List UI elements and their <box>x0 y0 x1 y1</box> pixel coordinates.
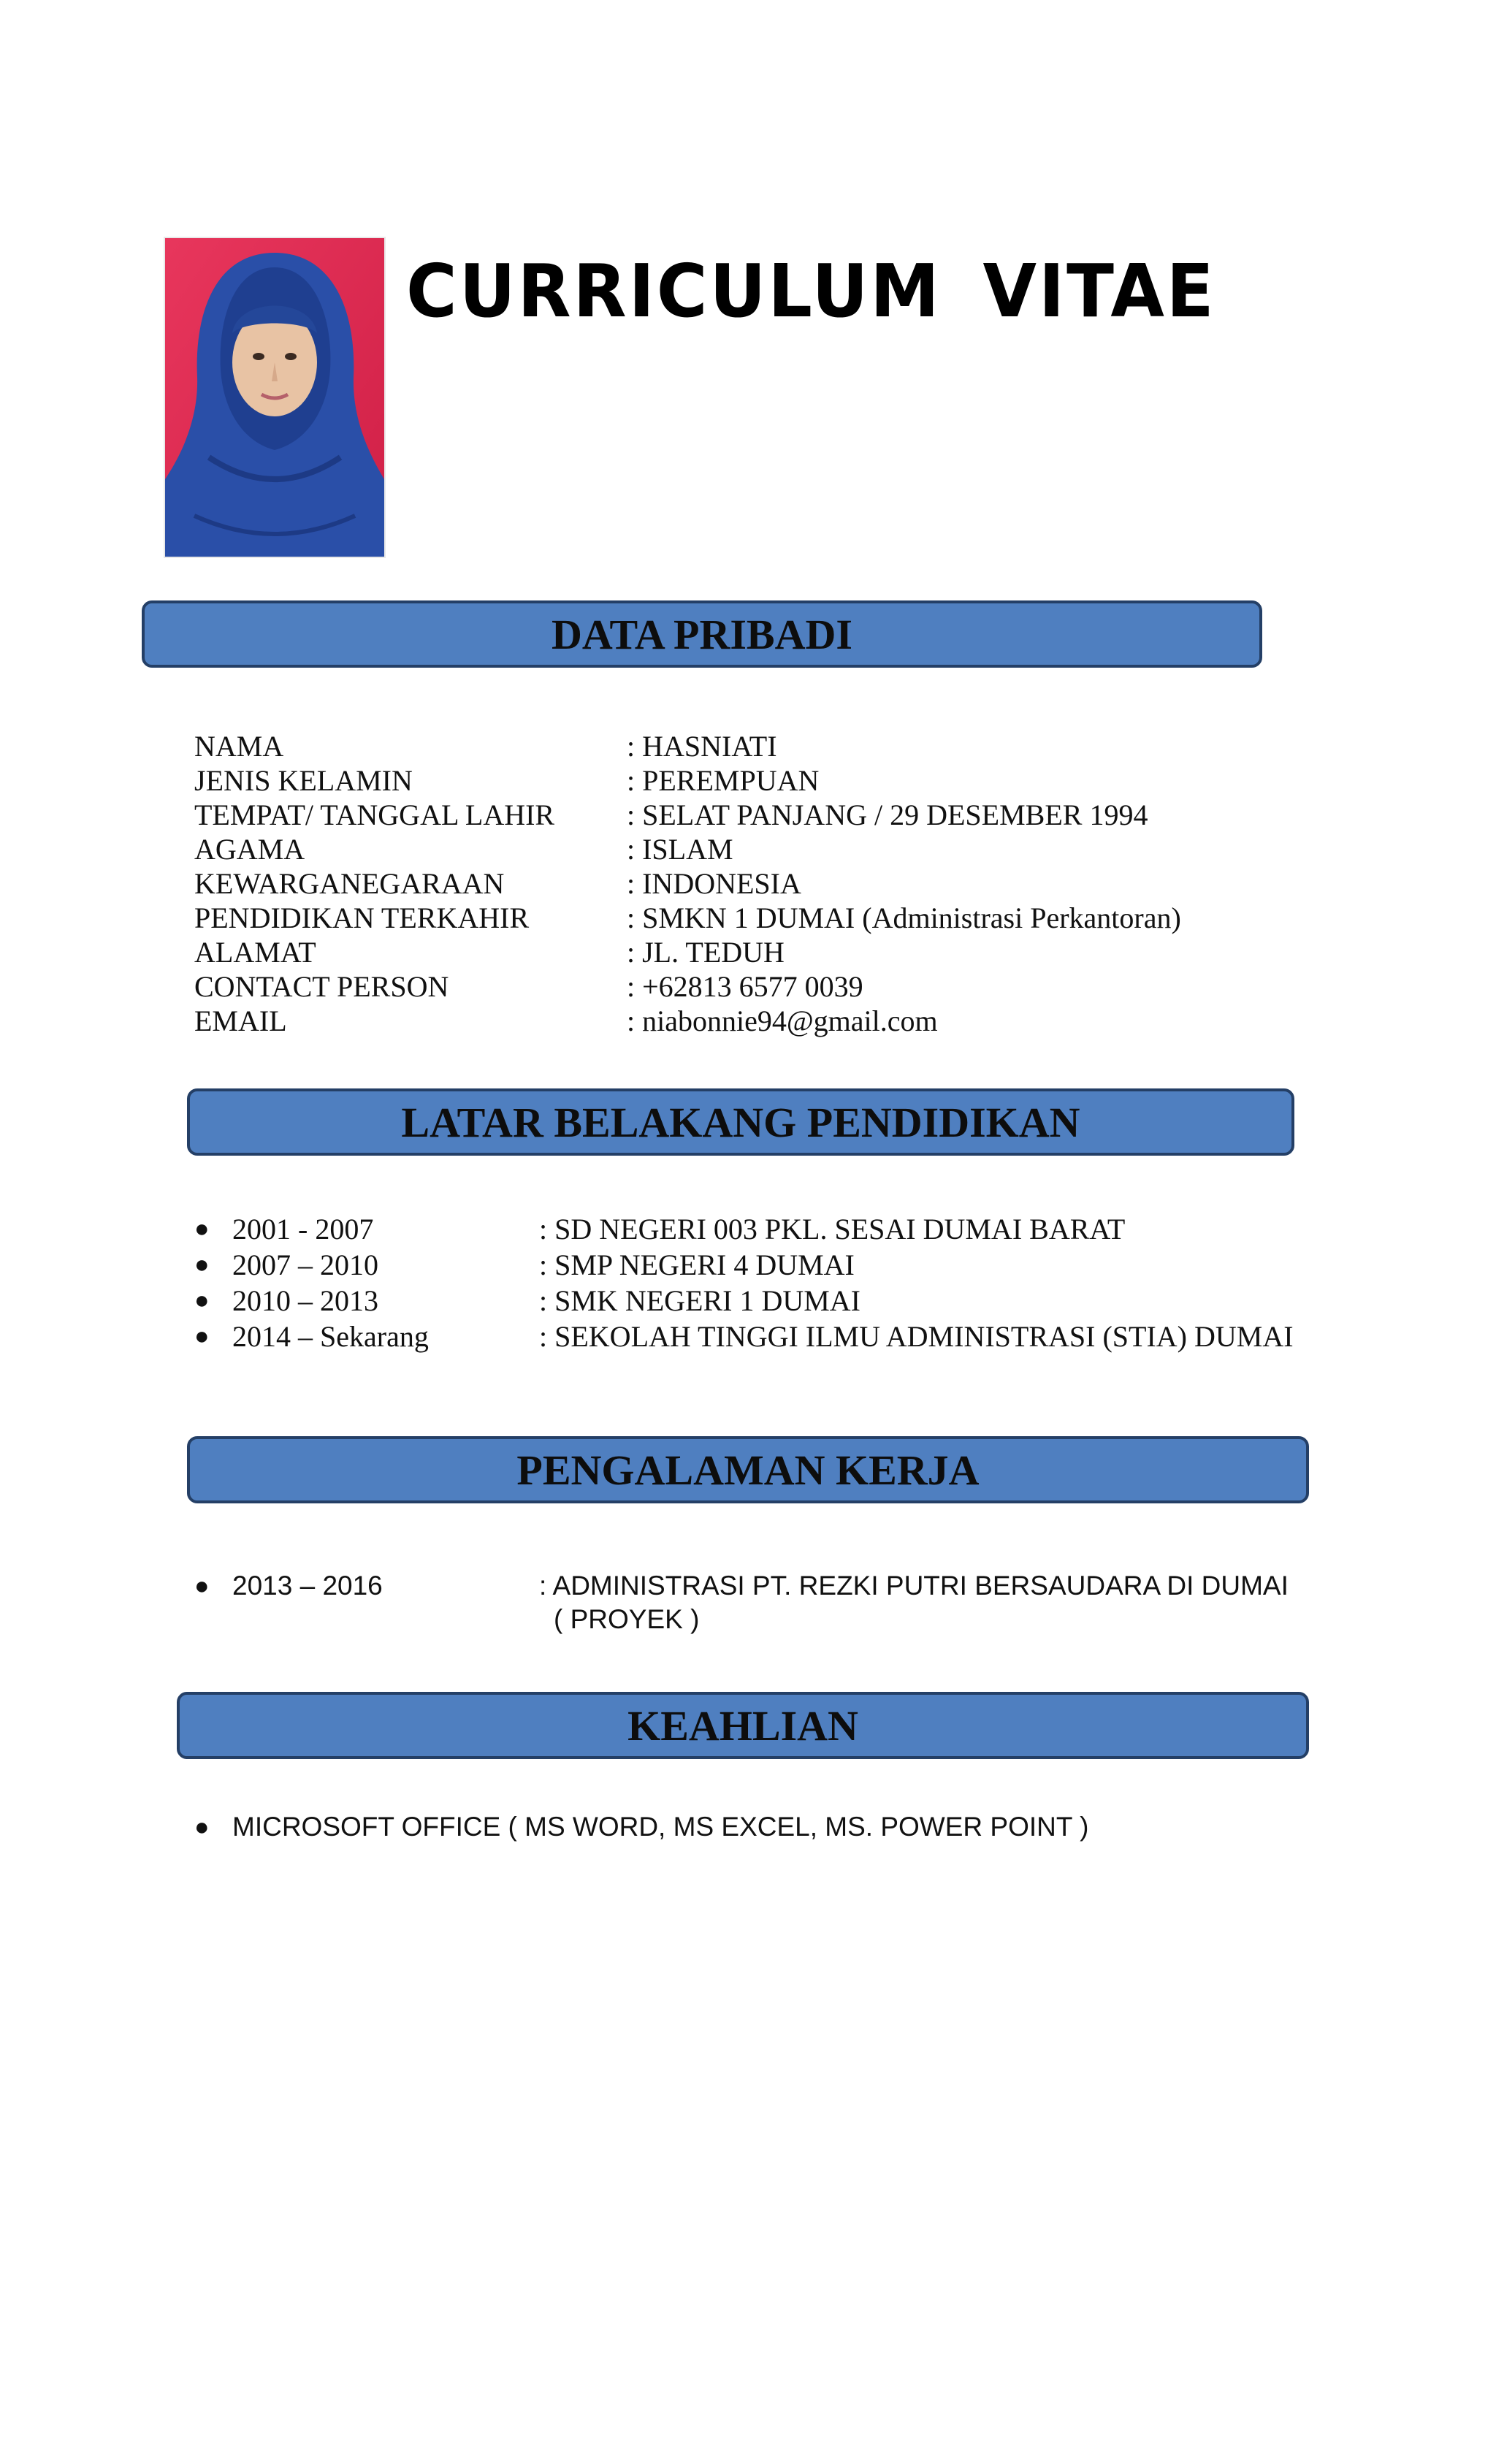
list-item <box>194 1569 1289 1603</box>
info-row-email <box>194 1004 1181 1038</box>
info-row-birth <box>194 798 1181 832</box>
list-item <box>194 1283 1294 1319</box>
bullet-icon: ● <box>194 1287 210 1314</box>
section-header-education: LATAR BELAKANG PENDIDIKAN <box>187 1088 1294 1156</box>
education-list <box>194 1211 1294 1354</box>
page-title: CURRICULUM VITAE <box>406 248 1216 334</box>
info-row-name <box>194 729 1181 763</box>
education-school: : SD NEGERI 003 PKL. SESAI DUMAI BARAT <box>539 1213 1126 1246</box>
info-label: TEMPAT/ TANGGAL LAHIR <box>194 798 555 831</box>
list-item <box>194 1810 1088 1844</box>
education-years: 2001 - 2007 <box>232 1213 374 1246</box>
bullet-icon: ● <box>194 1323 210 1350</box>
work-years: 2013 – 2016 <box>232 1571 383 1601</box>
section-header-personal: DATA PRIBADI <box>142 600 1262 668</box>
bullet-icon: ● <box>194 1572 210 1600</box>
info-row-religion <box>194 832 1181 866</box>
info-value: : SMKN 1 DUMAI (Administrasi Perkantoran) <box>627 901 1181 934</box>
list-item <box>194 1247 1294 1283</box>
info-label: EMAIL <box>194 1004 287 1037</box>
info-value: : JL. TEDUH <box>627 936 785 969</box>
education-years: 2014 – Sekarang <box>232 1320 429 1353</box>
skill-item: MICROSOFT OFFICE ( MS WORD, MS EXCEL, MS. POWER POINT ) <box>232 1812 1089 1842</box>
info-row-gender <box>194 763 1181 798</box>
info-row-contact <box>194 969 1181 1004</box>
work-list <box>194 1569 1289 1636</box>
bullet-icon: ● <box>194 1813 210 1841</box>
info-label: AGAMA <box>194 833 305 866</box>
bullet-icon: ● <box>194 1251 210 1278</box>
profile-photo <box>165 238 384 557</box>
education-school: : SEKOLAH TINGGI ILMU ADMINISTRASI (STIA) DUMAI <box>539 1320 1294 1353</box>
section-header-skills: KEAHLIAN <box>177 1692 1309 1759</box>
education-years: 2007 – 2010 <box>232 1248 378 1281</box>
bullet-icon: ● <box>194 1216 210 1243</box>
info-row-citizenship <box>194 866 1181 901</box>
skills-list <box>194 1810 1088 1844</box>
info-value: : ISLAM <box>627 833 733 866</box>
info-value: : niabonnie94@gmail.com <box>627 1004 938 1037</box>
info-value: : +62813 6577 0039 <box>627 970 863 1003</box>
info-label: ALAMAT <box>194 936 316 969</box>
info-row-last-education <box>194 901 1181 935</box>
info-label: NAMA <box>194 730 284 763</box>
info-label: CONTACT PERSON <box>194 970 449 1003</box>
info-label: KEWARGANEGARAAN <box>194 867 505 900</box>
section-header-work: PENGALAMAN KERJA <box>187 1436 1309 1503</box>
info-value: : SELAT PANJANG / 29 DESEMBER 1994 <box>627 798 1148 831</box>
education-school: : SMK NEGERI 1 DUMAI <box>539 1284 860 1317</box>
work-description-continued: ( PROYEK ) <box>554 1604 700 1634</box>
list-item <box>194 1319 1294 1354</box>
info-value: : INDONESIA <box>627 867 801 900</box>
info-value: : HASNIATI <box>627 730 777 763</box>
personal-data-list <box>194 729 1181 1038</box>
info-label: PENDIDIKAN TERKAHIR <box>194 901 530 934</box>
info-label: JENIS KELAMIN <box>194 764 413 797</box>
list-item <box>194 1211 1294 1247</box>
info-value: : PEREMPUAN <box>627 764 820 797</box>
education-years: 2010 – 2013 <box>232 1284 378 1317</box>
info-row-address <box>194 935 1181 969</box>
education-school: : SMP NEGERI 4 DUMAI <box>539 1248 855 1281</box>
work-description: : ADMINISTRASI PT. REZKI PUTRI BERSAUDARA DI DUMAI <box>539 1571 1289 1601</box>
